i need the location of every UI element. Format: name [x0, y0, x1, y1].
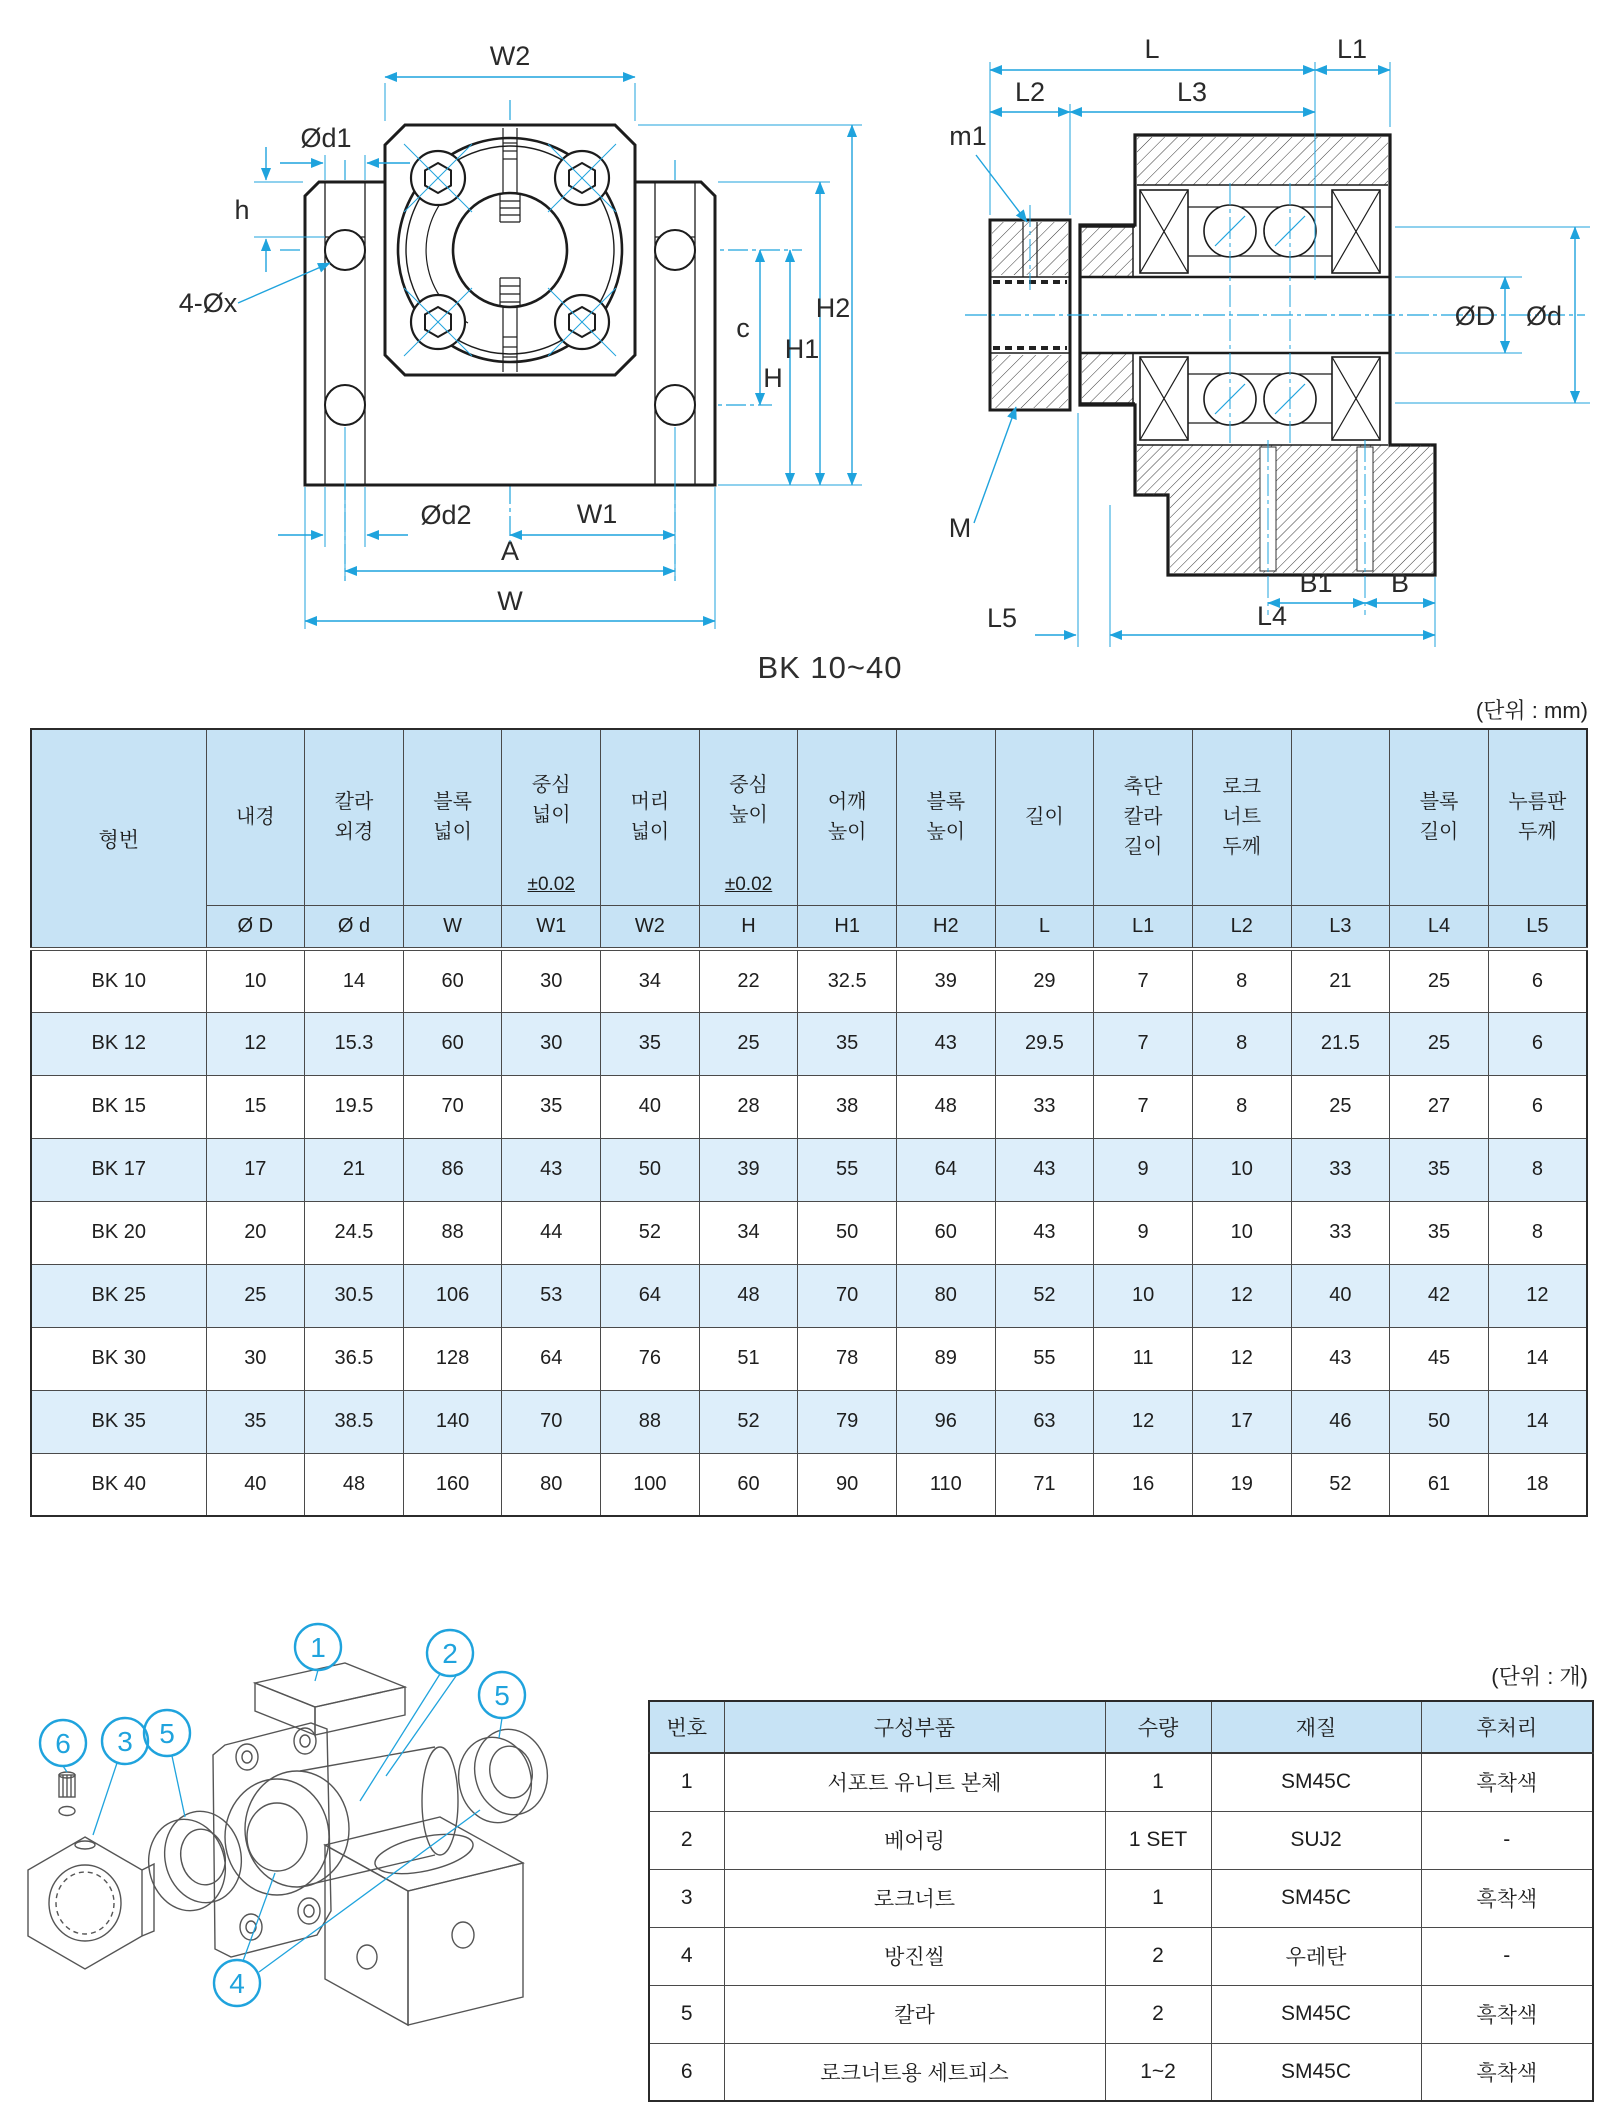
value-cell: -	[1421, 1811, 1593, 1869]
value-cell: 2	[1105, 1985, 1211, 2043]
value-cell: 21.5	[1291, 1012, 1390, 1075]
value-cell: 44	[502, 1201, 601, 1264]
base-block	[325, 1817, 523, 2025]
value-cell: 21	[1291, 949, 1390, 1012]
value-cell: 7	[1094, 1012, 1193, 1075]
dim-col-header: 축단 칼라 길이	[1094, 729, 1193, 905]
value-cell: 흑착색	[1421, 2043, 1593, 2101]
dim-col-symbol: L4	[1390, 905, 1489, 949]
value-cell: 16	[1094, 1453, 1193, 1516]
dim-col-symbol: L5	[1488, 905, 1587, 949]
value-cell: 51	[699, 1327, 798, 1390]
value-cell: 43	[1291, 1327, 1390, 1390]
value-cell: 88	[403, 1201, 502, 1264]
value-cell: 80	[502, 1453, 601, 1516]
value-cell: 33	[1291, 1138, 1390, 1201]
dim-label-b1: B1	[1299, 568, 1333, 598]
value-cell: 12	[1094, 1390, 1193, 1453]
value-cell: 25	[206, 1264, 305, 1327]
dim-col-header: 내경	[206, 729, 305, 905]
dim-label-m1: m1	[949, 121, 987, 151]
value-cell: 106	[403, 1264, 502, 1327]
dim-col-header: 블록 길이	[1390, 729, 1489, 905]
value-cell: 39	[699, 1138, 798, 1201]
value-cell: 63	[995, 1390, 1094, 1453]
value-cell: 10	[1192, 1201, 1291, 1264]
value-cell: 50	[1390, 1390, 1489, 1453]
value-cell: 88	[601, 1390, 700, 1453]
value-cell: 90	[798, 1453, 897, 1516]
value-cell: 8	[1192, 1012, 1291, 1075]
callout-5a: 5	[159, 1718, 175, 1749]
value-cell: 10	[1094, 1264, 1193, 1327]
dim-label-h1: H1	[784, 334, 820, 364]
row-key-cell: BK 10	[31, 949, 206, 1012]
value-cell: 43	[995, 1201, 1094, 1264]
hatch-top	[1137, 137, 1388, 185]
dim-table-row	[31, 1138, 1587, 1201]
value-cell: 12	[206, 1012, 305, 1075]
dim-table-row	[31, 1201, 1587, 1264]
dim-col-symbol: Ø d	[305, 905, 404, 949]
value-cell: 로크너트	[724, 1869, 1105, 1927]
value-cell: 칼라	[724, 1985, 1105, 2043]
value-cell: 45	[1390, 1327, 1489, 1390]
dim-col-header: 머리 넓이	[601, 729, 700, 905]
value-cell: 2	[1105, 1927, 1211, 1985]
value-cell: 1	[1105, 1869, 1211, 1927]
value-cell: 52	[995, 1264, 1094, 1327]
callout-4: 4	[229, 1968, 245, 1999]
value-cell: 55	[798, 1138, 897, 1201]
dim-table-row	[31, 1012, 1587, 1075]
value-cell: 30	[206, 1327, 305, 1390]
dim-label-l5: L5	[986, 603, 1018, 633]
value-cell: 71	[995, 1453, 1094, 1516]
dim-table-row	[31, 1327, 1587, 1390]
value-cell: 19	[1192, 1453, 1291, 1516]
hatch-collar-bottom	[1082, 353, 1133, 403]
value-cell: 55	[995, 1327, 1094, 1390]
dim-col-header: 중심 넓이 ±0.02	[502, 729, 601, 905]
value-cell: 35	[1390, 1201, 1489, 1264]
value-cell: 46	[1291, 1390, 1390, 1453]
dim-col-symbol: W1	[502, 905, 601, 949]
value-cell: 40	[206, 1453, 305, 1516]
dim-col-header: 누름판 두께	[1488, 729, 1587, 905]
parts-table-header-row	[649, 1701, 1593, 1753]
dim-col-symbol: L3	[1291, 905, 1390, 949]
dimension-table	[30, 728, 1588, 1517]
dim-label-l2: L2	[1014, 77, 1046, 107]
value-cell: 42	[1390, 1264, 1489, 1327]
value-cell: 110	[896, 1453, 995, 1516]
parts-table-row	[649, 1869, 1593, 1927]
dim-col-header	[1291, 729, 1390, 905]
dim-col-symbol: L	[995, 905, 1094, 949]
value-cell: 12	[1488, 1264, 1587, 1327]
dim-table-row	[31, 1264, 1587, 1327]
value-cell: SM45C	[1211, 1869, 1421, 1927]
value-cell: 35	[798, 1012, 897, 1075]
value-cell: 27	[1390, 1075, 1489, 1138]
dim-label-l: L	[1144, 34, 1160, 64]
dim-label-w: W	[497, 586, 523, 616]
dim-col-header: 로크 너트 두께	[1192, 729, 1291, 905]
value-cell: 89	[896, 1327, 995, 1390]
parts-table-row	[649, 1753, 1593, 1811]
dim-col-header: 블록 높이	[896, 729, 995, 905]
value-cell: 33	[995, 1075, 1094, 1138]
value-cell: 100	[601, 1453, 700, 1516]
parts-col-qty: 수량	[1105, 1701, 1211, 1753]
value-cell: 52	[1291, 1453, 1390, 1516]
parts-col-name: 구성부품	[724, 1701, 1105, 1753]
value-cell: 160	[403, 1453, 502, 1516]
row-key-cell: 5	[649, 1985, 724, 2043]
value-cell: 6	[1488, 1012, 1587, 1075]
value-cell: 79	[798, 1390, 897, 1453]
value-cell: 33	[1291, 1201, 1390, 1264]
value-cell: 52	[601, 1201, 700, 1264]
row-key-cell: BK 25	[31, 1264, 206, 1327]
value-cell: 64	[502, 1327, 601, 1390]
value-cell: 28	[699, 1075, 798, 1138]
value-cell: 48	[896, 1075, 995, 1138]
dim-col-symbol: H	[699, 905, 798, 949]
value-cell: 12	[1192, 1264, 1291, 1327]
value-cell: 8	[1488, 1138, 1587, 1201]
dim-label-4ox: 4-Øx	[178, 288, 238, 318]
value-cell: 52	[699, 1390, 798, 1453]
lock-nut	[28, 1837, 154, 1969]
row-key-cell: BK 12	[31, 1012, 206, 1075]
side-view-drawing	[930, 15, 1600, 650]
value-cell: 140	[403, 1390, 502, 1453]
value-cell: 32.5	[798, 949, 897, 1012]
row-key-cell: BK 17	[31, 1138, 206, 1201]
value-cell: 12	[1192, 1327, 1291, 1390]
value-cell: 43	[995, 1138, 1094, 1201]
dim-label-a: A	[500, 536, 520, 566]
row-key-cell: BK 30	[31, 1327, 206, 1390]
value-cell: 흑착색	[1421, 1753, 1593, 1811]
callouts	[40, 1624, 525, 2006]
value-cell: 22	[699, 949, 798, 1012]
dim-table-row	[31, 1390, 1587, 1453]
value-cell: 50	[601, 1138, 700, 1201]
value-cell: 9	[1094, 1201, 1193, 1264]
value-cell: 34	[699, 1201, 798, 1264]
dim-col-symbol: Ø D	[206, 905, 305, 949]
value-cell: 25	[699, 1012, 798, 1075]
value-cell: SUJ2	[1211, 1811, 1421, 1869]
dim-label-h2: H2	[815, 293, 851, 323]
front-view-drawing	[150, 15, 880, 650]
dim-label-c: c	[736, 313, 750, 343]
value-cell: 우레탄	[1211, 1927, 1421, 1985]
housing-section	[1080, 135, 1435, 575]
dim-label-l1: L1	[1336, 34, 1368, 64]
dim-col-header: 길이	[995, 729, 1094, 905]
value-cell: 방진씰	[724, 1927, 1105, 1985]
value-cell: 80	[896, 1264, 995, 1327]
value-cell: 15.3	[305, 1012, 404, 1075]
collar-left	[140, 1804, 249, 1918]
value-cell: 29	[995, 949, 1094, 1012]
value-cell: 50	[798, 1201, 897, 1264]
dim-col-symbol: H2	[896, 905, 995, 949]
value-cell: 베어링	[724, 1811, 1105, 1869]
value-cell: 70	[403, 1075, 502, 1138]
callout-2: 2	[442, 1638, 458, 1669]
dim-col-header: 블록 넓이	[403, 729, 502, 905]
dim-col-symbol: L1	[1094, 905, 1193, 949]
parts-table	[648, 1700, 1594, 2102]
dim-label-dD: ØD	[1454, 301, 1496, 331]
value-cell: SM45C	[1211, 2043, 1421, 2101]
value-cell: 35	[206, 1390, 305, 1453]
dim-table-row	[31, 1453, 1587, 1516]
parts-table-unit-label: (단위 : 개)	[1491, 1664, 1588, 1689]
hatch-collar-top	[1082, 227, 1133, 277]
dim-col-model-header: 형번	[31, 729, 206, 949]
value-cell: 8	[1192, 1075, 1291, 1138]
parts-table-row	[649, 1811, 1593, 1869]
value-cell: 35	[502, 1075, 601, 1138]
dim-label-hcap: H	[763, 363, 783, 393]
value-cell: 43	[896, 1012, 995, 1075]
figure-title: BK 10~40	[757, 650, 903, 685]
value-cell: 10	[1192, 1138, 1291, 1201]
dim-label-d2: Ød2	[420, 500, 472, 530]
value-cell: 40	[601, 1075, 700, 1138]
dim-table-row	[31, 1075, 1587, 1138]
value-cell: 7	[1094, 949, 1193, 1012]
value-cell: 53	[502, 1264, 601, 1327]
value-cell: 35	[1390, 1138, 1489, 1201]
value-cell: 로크너트용 세트피스	[724, 2043, 1105, 2101]
value-cell: 64	[601, 1264, 700, 1327]
value-cell: 14	[1488, 1390, 1587, 1453]
dim-label-b: B	[1390, 568, 1410, 598]
callout-5b: 5	[494, 1680, 510, 1711]
value-cell: 76	[601, 1327, 700, 1390]
value-cell: 34	[601, 949, 700, 1012]
collar-right	[451, 1722, 555, 1829]
value-cell: 17	[1192, 1390, 1291, 1453]
callout-1: 1	[310, 1632, 326, 1663]
value-cell: 10	[206, 949, 305, 1012]
value-cell: 39	[896, 949, 995, 1012]
support-body	[213, 1723, 458, 1957]
value-cell: 38	[798, 1075, 897, 1138]
dim-col-symbol: W2	[601, 905, 700, 949]
value-cell: 30.5	[305, 1264, 404, 1327]
value-cell: 15	[206, 1075, 305, 1138]
value-cell: 흑착색	[1421, 1985, 1593, 2043]
value-cell: 20	[206, 1201, 305, 1264]
value-cell: 64	[896, 1138, 995, 1201]
dim-col-symbol: H1	[798, 905, 897, 949]
value-cell: 86	[403, 1138, 502, 1201]
value-cell: 흑착색	[1421, 1869, 1593, 1927]
value-cell: 11	[1094, 1327, 1193, 1390]
value-cell: SM45C	[1211, 1753, 1421, 1811]
value-cell: 18	[1488, 1453, 1587, 1516]
dim-label-m: M	[948, 513, 972, 543]
value-cell: 60	[403, 949, 502, 1012]
value-cell: 70	[502, 1390, 601, 1453]
callout-3: 3	[117, 1726, 133, 1757]
row-key-cell: 3	[649, 1869, 724, 1927]
value-cell: 43	[502, 1138, 601, 1201]
parts-col-finish: 후처리	[1421, 1701, 1593, 1753]
value-cell: 14	[1488, 1327, 1587, 1390]
value-cell: 40	[1291, 1264, 1390, 1327]
value-cell: 38.5	[305, 1390, 404, 1453]
value-cell: 96	[896, 1390, 995, 1453]
row-key-cell: BK 15	[31, 1075, 206, 1138]
dim-label-w2: W2	[489, 41, 531, 71]
support-body-front	[305, 125, 715, 485]
dim-table-row	[31, 949, 1587, 1012]
value-cell: 24.5	[305, 1201, 404, 1264]
value-cell: 9	[1094, 1138, 1193, 1201]
value-cell: 8	[1192, 949, 1291, 1012]
value-cell: 78	[798, 1327, 897, 1390]
dim-col-symbol: L2	[1192, 905, 1291, 949]
hatch-base	[1137, 445, 1433, 573]
value-cell: 19.5	[305, 1075, 404, 1138]
dim-col-header: 칼라 외경	[305, 729, 404, 905]
callout-6: 6	[55, 1728, 71, 1759]
dim-label-h: h	[234, 195, 250, 225]
parts-table-row	[649, 2043, 1593, 2101]
row-key-cell: 4	[649, 1927, 724, 1985]
value-cell: 8	[1488, 1201, 1587, 1264]
dim-label-w1: W1	[576, 499, 618, 529]
dim-col-header: 어깨 높이	[798, 729, 897, 905]
value-cell: 1	[1105, 1753, 1211, 1811]
value-cell: 36.5	[305, 1327, 404, 1390]
value-cell: 1 SET	[1105, 1811, 1211, 1869]
value-cell: 25	[1390, 1012, 1489, 1075]
row-key-cell: BK 20	[31, 1201, 206, 1264]
value-cell: 1~2	[1105, 2043, 1211, 2101]
dim-table-unit-label: (단위 : mm)	[1475, 698, 1588, 723]
value-cell: 60	[896, 1201, 995, 1264]
dim-label-l4: L4	[1256, 601, 1288, 631]
value-cell: 7	[1094, 1075, 1193, 1138]
row-key-cell: BK 40	[31, 1453, 206, 1516]
value-cell: 60	[699, 1453, 798, 1516]
value-cell: 128	[403, 1327, 502, 1390]
parts-col-material: 재질	[1211, 1701, 1421, 1753]
dim-label-dd: Ød	[1525, 301, 1563, 331]
value-cell: 14	[305, 949, 404, 1012]
clamp-block	[255, 1663, 405, 1735]
value-cell: 21	[305, 1138, 404, 1201]
row-key-cell: 2	[649, 1811, 724, 1869]
dim-col-header: 중심 높이 ±0.02	[699, 729, 798, 905]
row-key-cell: 6	[649, 2043, 724, 2101]
value-cell: SM45C	[1211, 1985, 1421, 2043]
row-key-cell: 1	[649, 1753, 724, 1811]
dim-col-symbol: W	[403, 905, 502, 949]
value-cell: 6	[1488, 949, 1587, 1012]
value-cell: 6	[1488, 1075, 1587, 1138]
parts-table-row	[649, 1927, 1593, 1985]
parts-table-body	[649, 1753, 1593, 2101]
value-cell: 48	[305, 1453, 404, 1516]
value-cell: 70	[798, 1264, 897, 1327]
value-cell: 25	[1390, 949, 1489, 1012]
row-key-cell: BK 35	[31, 1390, 206, 1453]
parts-table-row	[649, 1985, 1593, 2043]
parts-col-no: 번호	[649, 1701, 724, 1753]
value-cell: 17	[206, 1138, 305, 1201]
dim-table-body	[31, 949, 1587, 1516]
value-cell: 30	[502, 1012, 601, 1075]
value-cell: 30	[502, 949, 601, 1012]
value-cell: 25	[1291, 1075, 1390, 1138]
exploded-view-drawing	[15, 1605, 630, 2100]
value-cell: 서포트 유니트 본체	[724, 1753, 1105, 1811]
value-cell: -	[1421, 1927, 1593, 1985]
value-cell: 29.5	[995, 1012, 1094, 1075]
value-cell: 48	[699, 1264, 798, 1327]
value-cell: 60	[403, 1012, 502, 1075]
value-cell: 35	[601, 1012, 700, 1075]
dim-label-d1: Ød1	[300, 123, 352, 153]
set-piece	[59, 1772, 75, 1816]
dim-label-l3: L3	[1176, 77, 1208, 107]
value-cell: 61	[1390, 1453, 1489, 1516]
